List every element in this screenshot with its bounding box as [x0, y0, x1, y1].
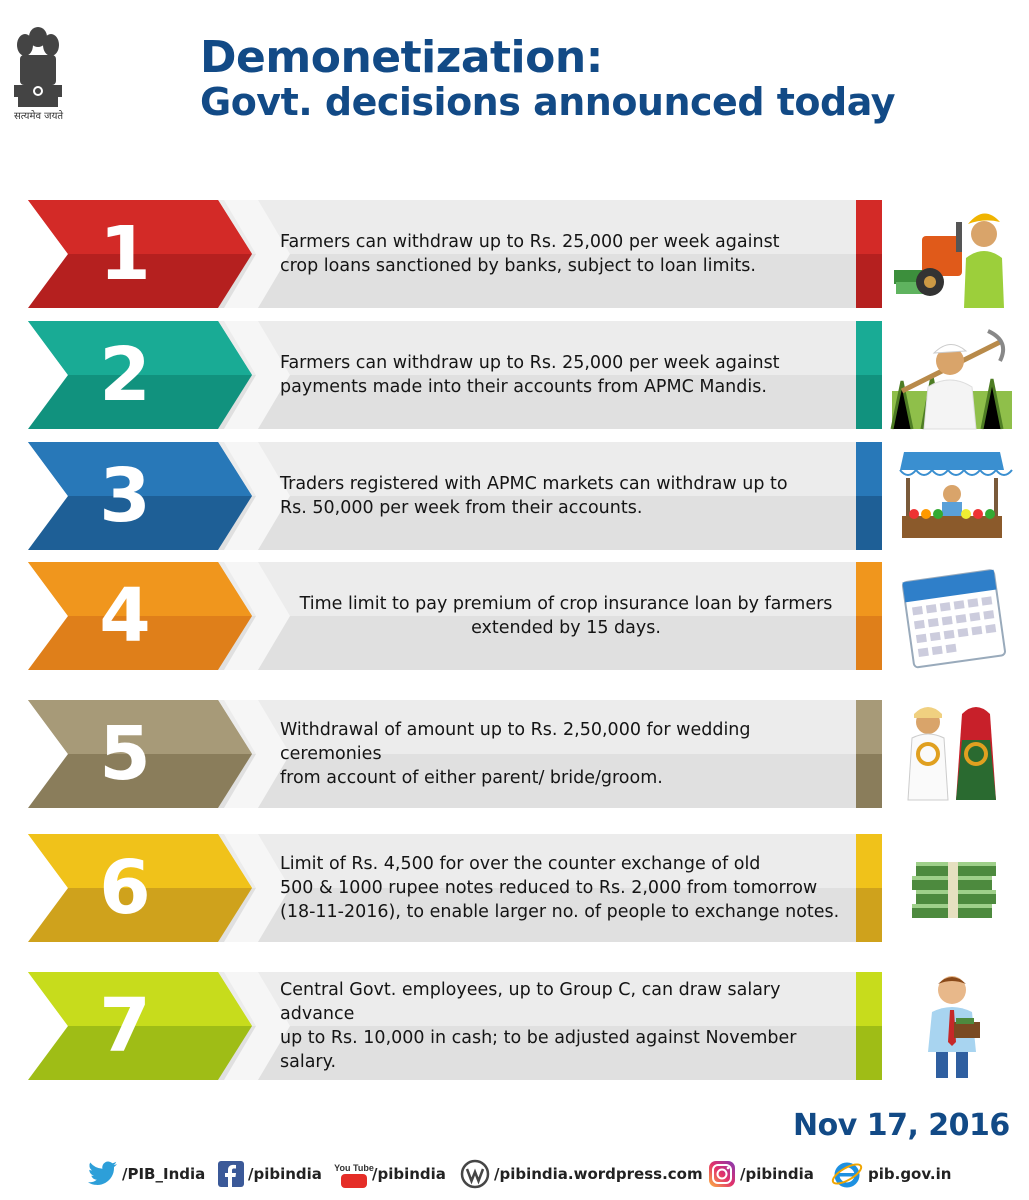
decision-text-line: from account of either parent/ bride/groom. — [280, 768, 663, 789]
date-label: Nov 17, 2016 — [793, 1108, 1010, 1143]
decision-row — [0, 200, 1029, 310]
footer-social-bar — [0, 1156, 1029, 1192]
decision-text-line: crop loans sanctioned by banks, subject to loan limits. — [280, 256, 756, 276]
facebook-link[interactable] — [218, 1156, 322, 1192]
instagram-link[interactable] — [708, 1156, 814, 1192]
decision-text — [280, 972, 852, 1080]
farmer-tractor-illustration — [892, 200, 1012, 310]
decision-text-line: Limit of Rs. 4,500 for over the counter exchange of old — [280, 853, 761, 874]
decision-text — [280, 834, 852, 942]
instagram-icon — [708, 1160, 736, 1188]
decision-number: 6 — [99, 845, 151, 931]
title-line-2: Govt. decisions announced today — [200, 79, 895, 124]
twitter-icon — [86, 1161, 118, 1187]
decision-number: 7 — [99, 983, 151, 1069]
decision-text — [280, 442, 852, 550]
wordpress-icon — [460, 1159, 490, 1189]
color-bar — [856, 442, 882, 550]
internet-explorer-icon — [830, 1157, 864, 1191]
title-line-1: Demonetization: — [200, 32, 603, 83]
decision-number: 3 — [99, 453, 151, 539]
decision-text-line: Central Govt. employees, up to Group C, can draw salary advance — [280, 979, 781, 1024]
website-link[interactable] — [830, 1156, 951, 1192]
decision-text-line: Rs. 50,000 per week from their accounts. — [280, 498, 643, 518]
decision-text-line: up to Rs. 10,000 in cash; to be adjusted against November salary. — [280, 1028, 797, 1073]
color-bar — [856, 972, 882, 1080]
facebook-icon — [218, 1161, 244, 1187]
emblem-caption: सत्यमेव जयते — [14, 111, 64, 122]
decision-text-line: Withdrawal of amount up to Rs. 2,50,000 for wedding ceremonies — [280, 719, 751, 764]
decision-text — [280, 700, 852, 808]
decision-text-line: 500 & 1000 rupee notes reduced to Rs. 2,000 from tomorrow — [280, 877, 818, 898]
twitter-handle: /PIB_India — [122, 1165, 206, 1183]
color-bar — [856, 200, 882, 308]
decision-text-line: Farmers can withdraw up to Rs. 25,000 per week against — [280, 352, 780, 373]
decision-text — [280, 562, 852, 670]
facebook-handle: /pibindia — [248, 1165, 322, 1183]
decision-number: 4 — [99, 573, 151, 659]
decision-text — [280, 321, 852, 429]
decision-row — [0, 834, 1029, 944]
calendar-illustration — [892, 562, 1012, 672]
decision-text-line: Farmers can withdraw up to Rs. 25,000 per week against — [280, 231, 780, 252]
employee-wallet-illustration — [892, 972, 1012, 1082]
color-bar — [856, 562, 882, 670]
youtube-icon — [334, 1159, 374, 1189]
decision-text-line: extended by 15 days. — [471, 618, 661, 638]
decision-text-line: payments made into their accounts from APMC Mandis. — [280, 377, 767, 397]
youtube-handle: /pibindia — [372, 1165, 446, 1183]
decision-number: 5 — [99, 711, 151, 797]
decision-number: 2 — [99, 332, 151, 418]
wordpress-link[interactable] — [460, 1156, 703, 1192]
decision-row — [0, 442, 1029, 552]
farmer-sickle-illustration — [892, 321, 1012, 431]
youtube-logo-text: You Tube — [334, 1163, 374, 1173]
page-title — [200, 34, 895, 123]
color-bar — [856, 321, 882, 429]
decision-row — [0, 562, 1029, 672]
decision-row — [0, 972, 1029, 1082]
wedding-couple-illustration — [892, 700, 1012, 810]
youtube-link[interactable] — [334, 1156, 446, 1192]
decision-row — [0, 321, 1029, 431]
decision-text — [280, 200, 852, 308]
wordpress-handle: /pibindia.wordpress.com — [494, 1165, 703, 1183]
cash-stack-illustration — [892, 834, 1012, 944]
decision-text-line: Time limit to pay premium of crop insurance loan by farmers — [299, 593, 833, 614]
color-bar — [856, 834, 882, 942]
decision-text-line: Traders registered with APMC markets can withdraw up to — [280, 473, 788, 494]
decision-text-line: (18-11-2016), to enable larger no. of people to exchange notes. — [280, 902, 840, 923]
color-bar — [856, 700, 882, 808]
decision-number: 1 — [99, 211, 151, 297]
market-stall-illustration — [892, 442, 1012, 552]
twitter-link[interactable] — [86, 1156, 205, 1192]
instagram-handle: /pibindia — [740, 1165, 814, 1183]
website-url: pib.gov.in — [868, 1165, 952, 1183]
decision-row — [0, 700, 1029, 810]
